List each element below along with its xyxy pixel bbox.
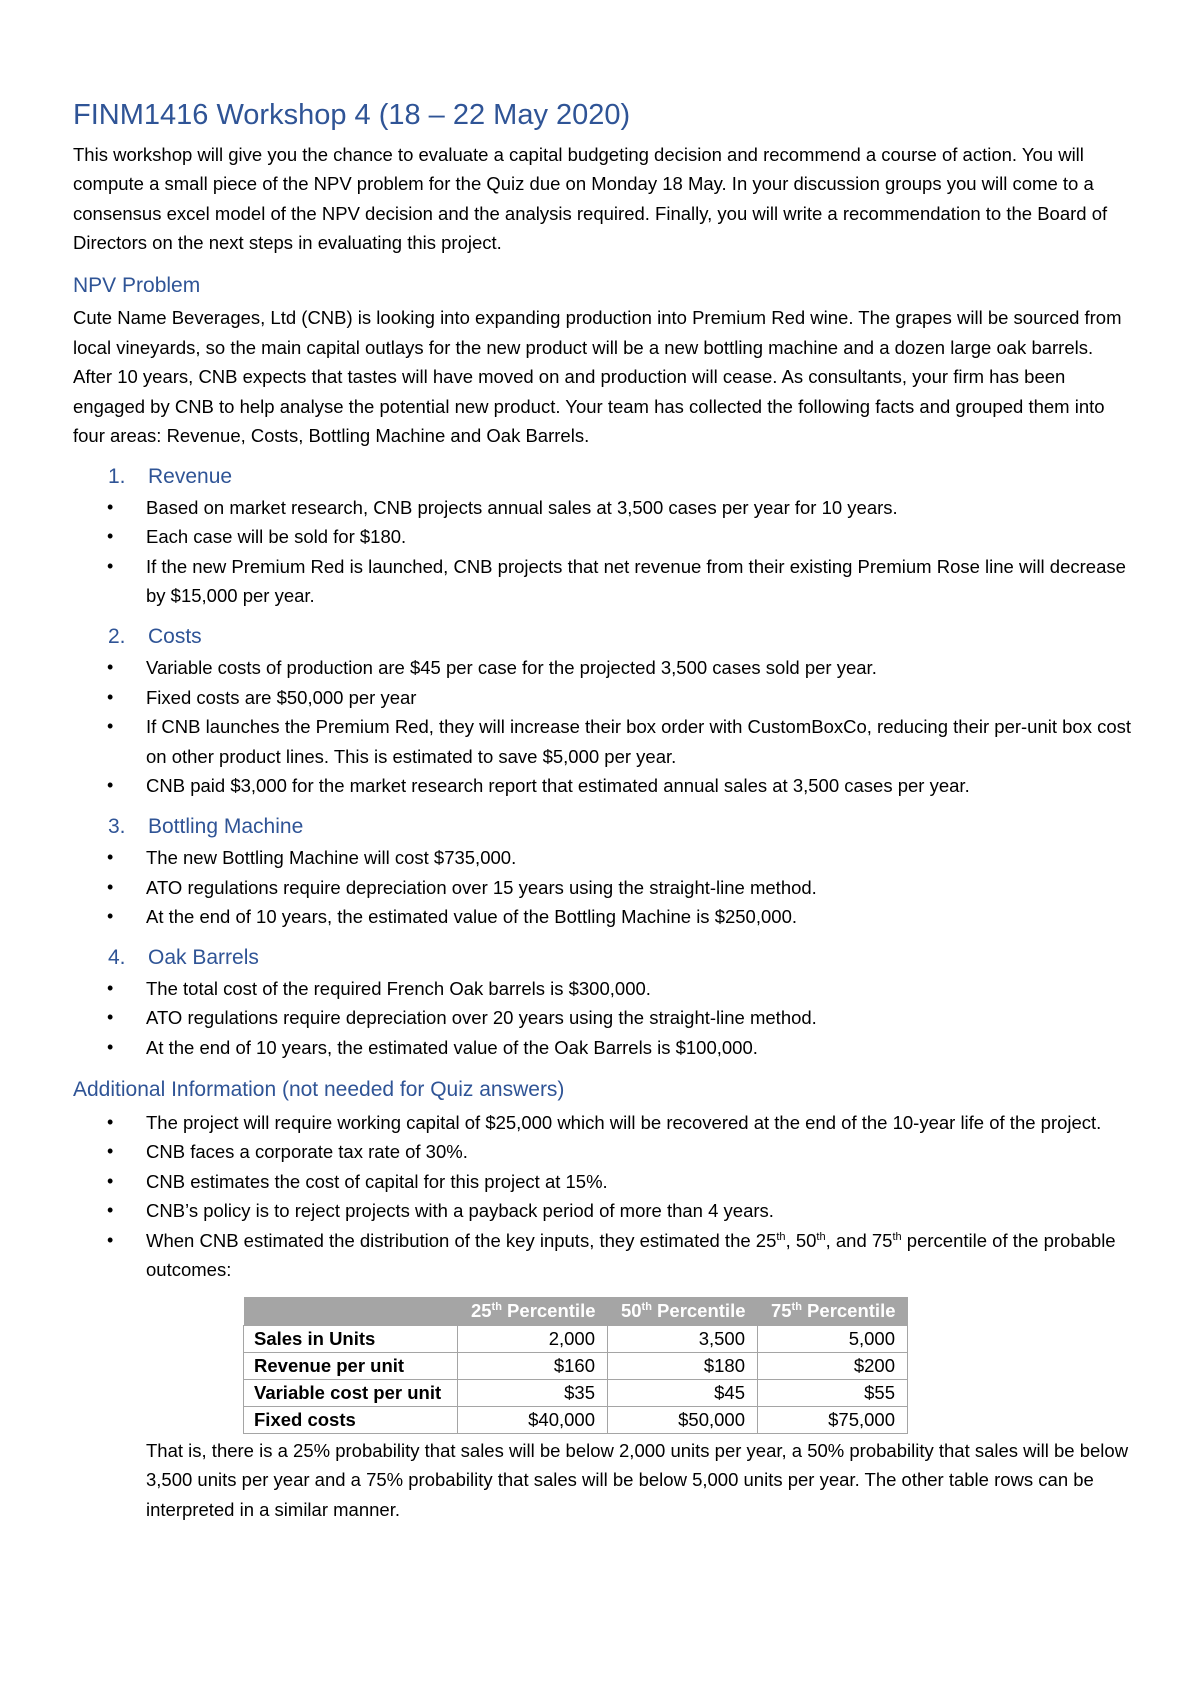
section-costs-heading <box>73 623 1133 650</box>
section-title: Oak Barrels <box>148 945 259 969</box>
list-item-text: If the new Premium Red is launched, CNB projects that net revenue from their existing Premium Rose line will decrease by $15,000 per year. <box>146 555 1126 607</box>
table-row <box>244 1379 908 1406</box>
npv-intro-paragraph: Cute Name Beverages, Ltd (CNB) is looking into expanding production into Premium Red wine. The grapes will be sourced from local vineyards, so the main capital outlays for the new product will be a new bottling machine and a dozen large oak barrels. After 10 years, CNB expects that tastes will have moved on and production will cease. As consultants, your firm has been engaged by CNB to help analyse the potential new product. Your team has collected the following facts and grouped them into four areas: Revenue, Costs, Bottling Machine and Oak Barrels. <box>73 307 1122 447</box>
bullet-icon: • <box>107 555 114 576</box>
list-item-text: The total cost of the required French Oak barrels is $300,000. <box>146 977 651 999</box>
text-fragment: percentile of the probable outcomes: <box>146 1229 1116 1281</box>
bullet-icon: • <box>107 1036 114 1057</box>
list-item <box>73 683 1133 713</box>
revenue-list <box>73 493 1133 611</box>
section-oak-barrels-heading <box>73 944 1133 971</box>
list-item-text: ATO regulations require depreciation over 15 years using the straight-line method. <box>146 876 817 898</box>
bullet-icon: • <box>107 1141 114 1162</box>
table-header-cell: 25th Percentile <box>458 1297 608 1325</box>
row-label: Fixed costs <box>244 1406 458 1433</box>
table-cell: $180 <box>608 1352 758 1379</box>
list-item <box>73 1196 1133 1226</box>
list-item-text: If CNB launches the Premium Red, they will increase their box order with CustomBoxCo, reducing their per-unit box cost on other product lines. This is estimated to save $5,000 per year. <box>146 716 1132 767</box>
list-item <box>73 1167 1133 1197</box>
list-item-text: The project will require working capital of $25,000 which will be recovered at the end of the 10-year life of the project. <box>146 1111 1102 1133</box>
list-item-text: CNB faces a corporate tax rate of 30%. <box>146 1141 468 1163</box>
section-title: Costs <box>148 624 202 648</box>
percentile-table <box>243 1297 908 1434</box>
list-item-text: At the end of 10 years, the estimated value of the Bottling Machine is $250,000. <box>146 906 797 928</box>
table-row <box>244 1325 908 1352</box>
list-item-text: CNB estimates the cost of capital for this project at 15%. <box>146 1170 608 1192</box>
table-cell: $40,000 <box>458 1406 608 1433</box>
table-header-cell: 75th Percentile <box>758 1297 908 1325</box>
costs-list <box>73 653 1133 801</box>
list-item-text: Variable costs of production are $45 per case for the projected 3,500 cases sold per year. <box>146 657 877 679</box>
list-item-text: CNB’s policy is to reject projects with a payback period of more than 4 years. <box>146 1200 774 1222</box>
text-fragment: , 50 <box>785 1229 817 1251</box>
document-content <box>73 100 1133 1524</box>
table-cell: 5,000 <box>758 1325 908 1352</box>
list-item <box>73 493 1133 523</box>
list-item <box>73 712 1133 771</box>
table-cell: $50,000 <box>608 1406 758 1433</box>
bullet-icon: • <box>107 496 114 517</box>
list-item <box>73 1108 1133 1138</box>
list-item-text: ATO regulations require depreciation over 20 years using the straight-line method. <box>146 1007 817 1029</box>
percentile-item-text <box>146 1230 1116 1281</box>
list-item <box>73 1137 1133 1167</box>
section-revenue-heading <box>73 463 1133 490</box>
bullet-icon: • <box>107 1200 114 1221</box>
section-title: Revenue <box>148 464 233 488</box>
list-item-text: CNB paid $3,000 for the market research report that estimated annual sales at 3,500 cases per year. <box>146 775 970 797</box>
row-label: Sales in Units <box>244 1325 458 1352</box>
table-cell: 3,500 <box>608 1325 758 1352</box>
oak-barrels-list <box>73 974 1133 1063</box>
table-row <box>244 1406 908 1433</box>
table-header-row <box>244 1297 908 1325</box>
section-number: 4. <box>108 945 126 969</box>
table-cell: 2,000 <box>458 1325 608 1352</box>
list-item <box>73 843 1133 873</box>
list-item <box>73 1226 1133 1285</box>
superscript: th <box>892 1230 902 1243</box>
list-item-text: Each case will be sold for $180. <box>146 526 407 548</box>
section-bottling-machine-heading <box>73 813 1133 840</box>
list-item <box>73 1003 1133 1033</box>
table-cell: $45 <box>608 1379 758 1406</box>
row-label: Variable cost per unit <box>244 1379 458 1406</box>
table-cell: $160 <box>458 1352 608 1379</box>
bullet-icon: • <box>107 1229 114 1250</box>
additional-info-list <box>73 1108 1133 1285</box>
table-cell: $75,000 <box>758 1406 908 1433</box>
list-item <box>73 1033 1133 1063</box>
bullet-icon: • <box>107 686 114 707</box>
row-label: Revenue per unit <box>244 1352 458 1379</box>
section-title: Bottling Machine <box>148 814 304 838</box>
list-item <box>73 873 1133 903</box>
list-item-text: The new Bottling Machine will cost $735,000. <box>146 847 517 869</box>
table-cell: $35 <box>458 1379 608 1406</box>
bullet-icon: • <box>107 775 114 796</box>
intro-paragraph: This workshop will give you the chance to evaluate a capital budgeting decision and recommend a course of action. You will compute a small piece of the NPV problem for the Quiz due on Monday 18 May. In your discussion groups you will come to a consensus excel model of the NPV decision and the analysis required. Finally, you will write a recommendation to the Board of Directors on the next steps in evaluating this project. <box>73 143 1108 254</box>
table-cell: $55 <box>758 1379 908 1406</box>
bullet-icon: • <box>107 716 114 737</box>
list-item <box>73 902 1133 932</box>
bullet-icon: • <box>107 657 114 678</box>
section-number: 2. <box>108 624 126 648</box>
bullet-icon: • <box>107 906 114 927</box>
table-cell: $200 <box>758 1352 908 1379</box>
table-header-cell: 50th Percentile <box>608 1297 758 1325</box>
superscript: th <box>816 1230 826 1243</box>
bullet-icon: • <box>107 876 114 897</box>
section-number: 1. <box>108 464 126 488</box>
npv-heading: NPV Problem <box>73 273 201 297</box>
bullet-icon: • <box>107 977 114 998</box>
bullet-icon: • <box>107 1170 114 1191</box>
list-item <box>73 771 1133 801</box>
list-item-text: Fixed costs are $50,000 per year <box>146 686 417 708</box>
bottling-machine-list <box>73 843 1133 932</box>
section-number: 3. <box>108 814 126 838</box>
list-item <box>73 653 1133 683</box>
bullet-icon: • <box>107 847 114 868</box>
list-item <box>73 522 1133 552</box>
after-table-paragraph: That is, there is a 25% probability that sales will be below 2,000 units per year, a 50% probability that sales will be below 3,500 units per year and a 75% probability that sales will be below 5,000 units per year. The other table rows can be interpreted in a similar manner. <box>146 1439 1129 1520</box>
list-item <box>73 974 1133 1004</box>
table-header-blank <box>244 1297 458 1325</box>
list-item <box>73 552 1133 611</box>
page-title: FINM1416 Workshop 4 (18 – 22 May 2020) <box>73 99 631 131</box>
table-row <box>244 1352 908 1379</box>
text-fragment: , and 75 <box>825 1229 893 1251</box>
superscript: th <box>776 1230 786 1243</box>
additional-info-heading: Additional Information (not needed for Quiz answers) <box>73 1078 565 1102</box>
text-fragment: When CNB estimated the distribution of the key inputs, they estimated the 25 <box>146 1229 777 1251</box>
list-item-text: At the end of 10 years, the estimated value of the Oak Barrels is $100,000. <box>146 1036 758 1058</box>
bullet-icon: • <box>107 1111 114 1132</box>
list-item-text: Based on market research, CNB projects annual sales at 3,500 cases per year for 10 years. <box>146 496 898 518</box>
bullet-icon: • <box>107 526 114 547</box>
bullet-icon: • <box>107 1007 114 1028</box>
